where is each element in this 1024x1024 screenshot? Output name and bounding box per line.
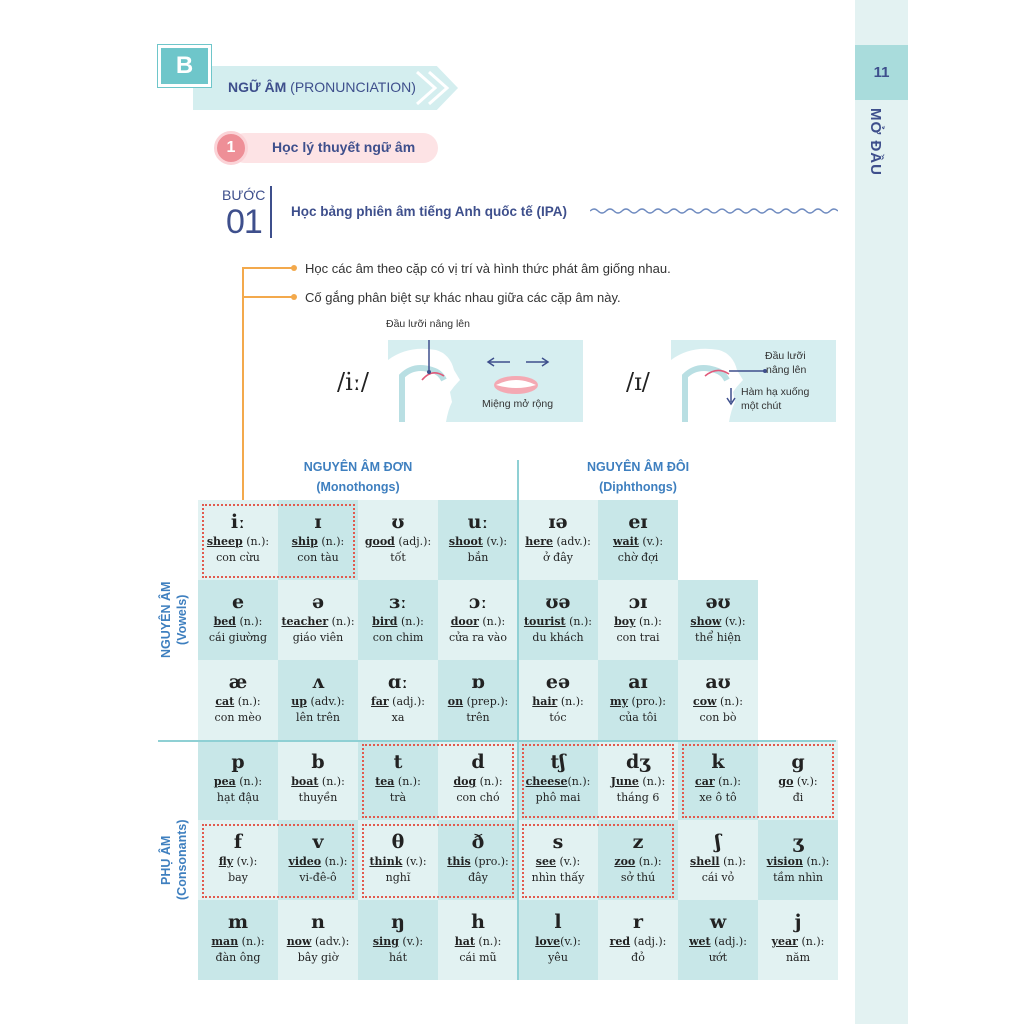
example-meaning: tháng 6 — [616, 791, 660, 804]
ipa-symbol: ə — [311, 591, 325, 613]
ipa-cell — [358, 900, 438, 980]
ipa-cell — [758, 900, 838, 980]
example-meaning: hát — [388, 951, 408, 964]
diphthong-heading-vi: NGUYÊN ÂM ĐÔI — [586, 460, 690, 474]
wavy-line — [590, 206, 838, 216]
example-meaning: con chim — [372, 631, 424, 644]
ipa-example — [678, 854, 758, 870]
ipa-cell — [278, 900, 358, 980]
ipa-cell — [518, 900, 598, 980]
example-meaning: bay — [228, 871, 248, 884]
example-word: ship — [291, 535, 318, 548]
ipa-symbol: ʌ — [311, 671, 325, 693]
ipa-example — [198, 614, 278, 630]
ipa-symbol: m — [227, 911, 249, 933]
example-meaning: ướt — [708, 951, 728, 964]
bullet-branch — [242, 267, 292, 269]
ipa-example — [438, 534, 518, 550]
example-meaning: con mèo — [214, 711, 262, 724]
ipa-symbol: ʊə — [545, 591, 571, 613]
section-title — [228, 79, 416, 95]
example-pos: (adv.): — [553, 535, 591, 548]
example-meaning: du khách — [532, 631, 584, 644]
ipa-cell — [518, 500, 598, 580]
example-word: boy — [614, 615, 636, 628]
example-pos: (n.): — [635, 615, 662, 628]
ipa-symbol: d — [471, 751, 485, 773]
ipa-example — [438, 694, 518, 710]
example-pos: (n.): — [318, 775, 345, 788]
example-word: red — [609, 935, 631, 948]
ipa-symbol: w — [709, 911, 727, 933]
ipa-symbol: ʒ — [792, 831, 804, 853]
example-word: cat — [215, 695, 235, 708]
ipa-symbol: ɜː — [389, 591, 407, 613]
ipa-example — [198, 774, 278, 790]
ipa-example — [358, 934, 438, 950]
example-pos: (v.): — [638, 535, 664, 548]
example-pos: (pro.): — [628, 695, 667, 708]
ipa-symbol: dʒ — [625, 751, 651, 773]
example-meaning: bây giờ — [297, 951, 339, 964]
example-word: hair — [532, 695, 558, 708]
ipa-symbol: j — [794, 911, 802, 933]
example-meaning: con tàu — [297, 551, 339, 564]
ipa-cell — [198, 900, 278, 980]
example-word: wait — [612, 535, 639, 548]
ipa-symbol: ŋ — [391, 911, 405, 933]
example-meaning: tốt — [390, 551, 406, 564]
ipa-symbol: k — [711, 751, 725, 773]
example-meaning: trà — [389, 791, 407, 804]
diagram-note: nâng lên — [766, 364, 807, 376]
diagram-note: Đầu lưỡi nâng lên — [386, 318, 470, 330]
example-word: tea — [375, 775, 395, 788]
example-word: fly — [218, 855, 234, 868]
example-word: tourist — [523, 615, 566, 628]
example-meaning: đỏ — [631, 951, 645, 964]
ipa-example — [518, 614, 598, 630]
ipa-symbol: ɪ — [314, 511, 322, 533]
example-word: sheep — [206, 535, 243, 548]
ipa-example — [278, 774, 358, 790]
ipa-symbol: p — [231, 751, 245, 773]
ipa-example — [278, 934, 358, 950]
consonants-row-label — [158, 815, 194, 905]
bullet-dot — [291, 294, 297, 300]
ipa-cell — [758, 820, 838, 900]
example-pos: (n.): — [236, 615, 263, 628]
pair-highlight — [362, 744, 514, 818]
example-word: year — [771, 935, 798, 948]
ipa-example — [678, 934, 758, 950]
ipa-symbol: b — [311, 751, 325, 773]
example-pos: (adj.): — [388, 695, 425, 708]
ipa-cell — [198, 580, 278, 660]
example-meaning: vi-đê-ô — [299, 871, 337, 884]
ipa-symbol: l — [554, 911, 562, 933]
example-meaning: nghĩ — [385, 871, 411, 884]
example-pos: (n.): — [474, 935, 502, 948]
example-pos: (adv.): — [311, 935, 350, 948]
ipa-symbol: ɔː — [468, 591, 488, 613]
example-meaning: cái vỏ — [701, 871, 735, 884]
example-word: shell — [690, 855, 720, 868]
example-meaning: xa — [391, 711, 405, 724]
ipa-cell — [678, 900, 758, 980]
example-pos: (v.): — [402, 855, 427, 868]
example-pos: (n.): — [328, 615, 355, 628]
chapter-side-title: MỞ ĐẦU — [867, 108, 884, 176]
example-pos: (v.): — [556, 855, 581, 868]
diagram-note: một chút — [741, 400, 782, 412]
ipa-cell — [278, 740, 358, 820]
bullet-branch — [242, 296, 292, 298]
example-pos: (n.): — [557, 695, 584, 708]
ipa-symbol: ɪə — [548, 511, 568, 533]
pair-highlight — [682, 744, 834, 818]
ipa-example — [358, 694, 438, 710]
ipa-example — [358, 614, 438, 630]
example-pos: (pro.): — [470, 855, 509, 868]
ipa-symbol: ʊ — [391, 511, 405, 533]
example-word: show — [690, 615, 722, 628]
ipa-symbol: eə — [545, 671, 571, 693]
example-meaning: hạt đậu — [216, 791, 260, 804]
ipa-symbol: z — [632, 831, 644, 853]
example-word: boat — [291, 775, 319, 788]
example-meaning: của tôi — [619, 711, 657, 724]
example-meaning: thể hiện — [695, 631, 741, 644]
example-pos: (n.): — [716, 695, 743, 708]
ipa-cell — [198, 660, 278, 740]
diagram-note: Hàm hạ xuống — [741, 386, 810, 398]
ipa-cell — [358, 660, 438, 740]
ipa-symbol: f — [233, 831, 243, 853]
monophthong-heading-en: (Monothongs) — [316, 480, 400, 494]
ipa-symbol: θ — [391, 831, 405, 853]
example-pos: (n.): — [476, 775, 503, 788]
example-meaning: đây — [468, 871, 488, 884]
ipa-example — [438, 934, 518, 950]
example-pos: (v.): — [398, 935, 424, 948]
ipa-example — [278, 614, 358, 630]
pair-highlight — [362, 824, 514, 898]
example-word: pea — [213, 775, 236, 788]
vowels-label-en: (Vowels) — [175, 594, 189, 646]
ipa-example — [598, 534, 678, 550]
ipa-example — [678, 614, 758, 630]
ipa-example — [678, 694, 758, 710]
example-meaning: đàn ông — [215, 951, 261, 964]
ipa-cell — [518, 660, 598, 740]
example-word: my — [609, 695, 628, 708]
example-pos: (n.): — [565, 615, 593, 628]
ipa-symbol: əʊ — [705, 591, 731, 613]
ipa-example — [598, 614, 678, 630]
ipa-example — [518, 934, 598, 950]
step-label: BƯỚC — [222, 187, 266, 203]
example-meaning: bắn — [467, 551, 489, 564]
ipa-cell — [678, 820, 758, 900]
ipa-cell — [198, 740, 278, 820]
ipa-symbol: e — [231, 591, 245, 613]
example-pos: (v.): — [233, 855, 258, 868]
example-word: up — [291, 695, 307, 708]
subsection-number: 1 — [214, 131, 248, 165]
example-word: man — [211, 935, 239, 948]
example-meaning: năm — [785, 951, 811, 964]
example-meaning: lên trên — [296, 711, 340, 724]
example-word: car — [695, 775, 715, 788]
example-pos: (n.): — [317, 535, 345, 548]
example-word: bird — [372, 615, 398, 628]
ipa-symbol: g — [791, 751, 805, 773]
ipa-cell — [438, 660, 518, 740]
ipa-symbol: iː — [230, 511, 246, 533]
bullet-dot — [291, 265, 297, 271]
ipa-example — [198, 934, 278, 950]
example-meaning: đi — [792, 791, 804, 804]
example-meaning: chờ đợi — [617, 551, 659, 564]
ipa-cell — [678, 580, 758, 660]
pair-highlight — [522, 824, 674, 898]
page-number: 11 — [855, 45, 908, 100]
ipa-example — [758, 854, 838, 870]
ipa-symbol: eɪ — [628, 511, 648, 533]
example-word: shoot — [448, 535, 483, 548]
ipa-cell — [278, 580, 358, 660]
example-word: now — [286, 935, 312, 948]
ipa-symbol: ɔɪ — [628, 591, 648, 613]
ipa-example — [518, 534, 598, 550]
ipa-example — [358, 534, 438, 550]
example-pos: (v.): — [482, 535, 508, 548]
example-word: dog — [453, 775, 477, 788]
subsection-title: Học lý thuyết ngữ âm — [272, 139, 416, 155]
example-pos: (n.): — [478, 615, 506, 628]
ipa-example — [598, 934, 678, 950]
example-meaning: cửa ra vào — [448, 631, 507, 644]
ipa-symbol: aʊ — [705, 671, 731, 693]
example-meaning: cái giường — [208, 631, 268, 644]
monophthong-heading — [278, 457, 438, 497]
example-pos: (adj.): — [710, 935, 747, 948]
example-pos: (n.): — [394, 775, 421, 788]
example-word: wet — [689, 935, 711, 948]
ipa-symbol: n — [311, 911, 325, 933]
example-pos: (adj.): — [394, 535, 432, 548]
ipa-symbol: r — [632, 911, 643, 933]
example-pos: (n.): — [719, 855, 746, 868]
ipa-symbol: s — [552, 831, 564, 853]
example-meaning: yêu — [548, 951, 568, 964]
example-pos: (v.): — [793, 775, 818, 788]
pair-highlight — [522, 744, 674, 818]
pair-highlight — [202, 504, 355, 578]
example-meaning: con cừu — [216, 551, 260, 564]
example-meaning: trên — [466, 711, 490, 724]
ipa-symbol: v — [312, 831, 324, 853]
example-meaning: thuyền — [298, 791, 338, 804]
example-word: zoo — [614, 855, 636, 868]
ipa-symbol: æ — [228, 671, 248, 693]
example-word: vision — [766, 855, 803, 868]
ipa-cell — [278, 660, 358, 740]
consonants-label-vi: PHỤ ÂM — [159, 835, 173, 885]
step-number: 01 — [226, 203, 262, 241]
example-pos: (adv.): — [306, 695, 345, 708]
example-word: hat — [454, 935, 475, 948]
diagram-note: Miệng mở rộng — [482, 398, 554, 410]
monophthong-heading-vi: NGUYÊN ÂM ĐƠN — [303, 460, 413, 474]
ipa-example — [198, 694, 278, 710]
ipa-cell — [598, 660, 678, 740]
example-word: far — [371, 695, 389, 708]
diagram-note: Đầu lưỡi — [765, 350, 806, 362]
example-pos: (n.): — [802, 855, 830, 868]
ipa-cell — [438, 900, 518, 980]
example-pos: (n.): — [714, 775, 741, 788]
example-meaning: phô mai — [535, 791, 581, 804]
example-meaning: tầm nhìn — [773, 871, 823, 884]
vowel-type-divider — [517, 460, 519, 980]
ipa-symbol: ʃ — [714, 831, 722, 853]
example-meaning: con trai — [616, 631, 660, 644]
vowels-row-label — [158, 580, 194, 660]
ipa-cell — [598, 500, 678, 580]
example-word: love — [535, 935, 561, 948]
step-title: Học bảng phiên âm tiếng Anh quốc tế (IPA) — [291, 204, 567, 219]
example-word: go — [778, 775, 794, 788]
diphthong-heading-en: (Diphthongs) — [599, 480, 677, 494]
example-pos: (n.): — [234, 695, 261, 708]
ipa-cell — [678, 660, 758, 740]
ipa-example — [758, 934, 838, 950]
ipa-cell — [438, 580, 518, 660]
example-word: door — [450, 615, 479, 628]
ipa-example — [598, 694, 678, 710]
example-word: think — [369, 855, 403, 868]
example-word: June — [610, 775, 639, 788]
ipa-example — [438, 614, 518, 630]
example-meaning: ở đây — [543, 551, 573, 564]
ipa-symbol: h — [471, 911, 485, 933]
consonants-label-en: (Consonants) — [175, 819, 189, 901]
example-pos: (n.): — [321, 855, 348, 868]
bullet-text: Học các âm theo cặp có vị trí và hình thức phát âm giống nhau. — [305, 261, 671, 276]
example-pos: (n.): — [638, 775, 666, 788]
example-pos: (n.): — [235, 775, 263, 788]
example-word: this — [447, 855, 471, 868]
ipa-cell — [358, 500, 438, 580]
diagram-symbol: /ɪ/ — [626, 368, 650, 396]
example-word: good — [364, 535, 395, 548]
ipa-cell — [358, 580, 438, 660]
example-word: sing — [372, 935, 399, 948]
example-meaning: con chó — [456, 791, 500, 804]
example-pos: (n.): — [242, 535, 270, 548]
ipa-symbol: ɑː — [387, 671, 409, 693]
bullet-connector — [242, 268, 244, 506]
ipa-cell — [598, 580, 678, 660]
example-meaning: giáo viên — [292, 631, 344, 644]
diphthong-heading — [558, 457, 718, 497]
example-word: cow — [693, 695, 717, 708]
example-pos: (n.): — [797, 935, 825, 948]
vowel-consonant-divider — [158, 740, 836, 742]
ipa-example — [518, 694, 598, 710]
bullet-text: Cố gắng phân biệt sự khác nhau giữa các cặp âm này. — [305, 290, 621, 305]
example-meaning: tóc — [549, 711, 567, 724]
example-pos: (n.): — [238, 935, 265, 948]
ipa-symbol: tʃ — [550, 751, 566, 773]
example-pos: (n.): — [567, 775, 591, 788]
section-letter: B — [158, 45, 211, 87]
example-pos: (n.): — [635, 855, 662, 868]
example-word: on — [447, 695, 464, 708]
example-word: cheese — [525, 775, 568, 788]
ipa-symbol: t — [393, 751, 403, 773]
ipa-cell — [518, 580, 598, 660]
example-meaning: xe ô tô — [699, 791, 737, 804]
ipa-symbol: ð — [471, 831, 485, 853]
example-word: bed — [213, 615, 236, 628]
example-word: teacher — [281, 615, 329, 628]
example-pos: (v.): — [721, 615, 746, 628]
example-word: here — [525, 535, 553, 548]
example-meaning: con bò — [699, 711, 737, 724]
diagram-symbol: /iː/ — [337, 368, 369, 396]
example-meaning: sở thú — [620, 871, 656, 884]
pair-highlight — [202, 824, 354, 898]
example-word: see — [535, 855, 556, 868]
example-meaning: cái mũ — [459, 951, 497, 964]
ipa-symbol: uː — [467, 511, 489, 533]
vowels-label-vi: NGUYÊN ÂM — [159, 581, 173, 659]
example-pos: (prep.): — [463, 695, 509, 708]
ipa-cell — [598, 900, 678, 980]
ipa-cell — [438, 500, 518, 580]
ipa-example — [278, 694, 358, 710]
ipa-symbol: aɪ — [628, 671, 648, 693]
example-word: video — [288, 855, 322, 868]
example-pos: (v.): — [560, 935, 581, 948]
ipa-symbol: ɒ — [471, 671, 485, 693]
section-title-rest: (PRONUNCIATION) — [286, 79, 416, 95]
example-pos: (adj.): — [630, 935, 667, 948]
example-pos: (n.): — [397, 615, 424, 628]
section-title-bold: NGỮ ÂM — [228, 79, 287, 95]
example-meaning: nhìn thấy — [531, 871, 585, 884]
step-divider — [270, 186, 272, 238]
